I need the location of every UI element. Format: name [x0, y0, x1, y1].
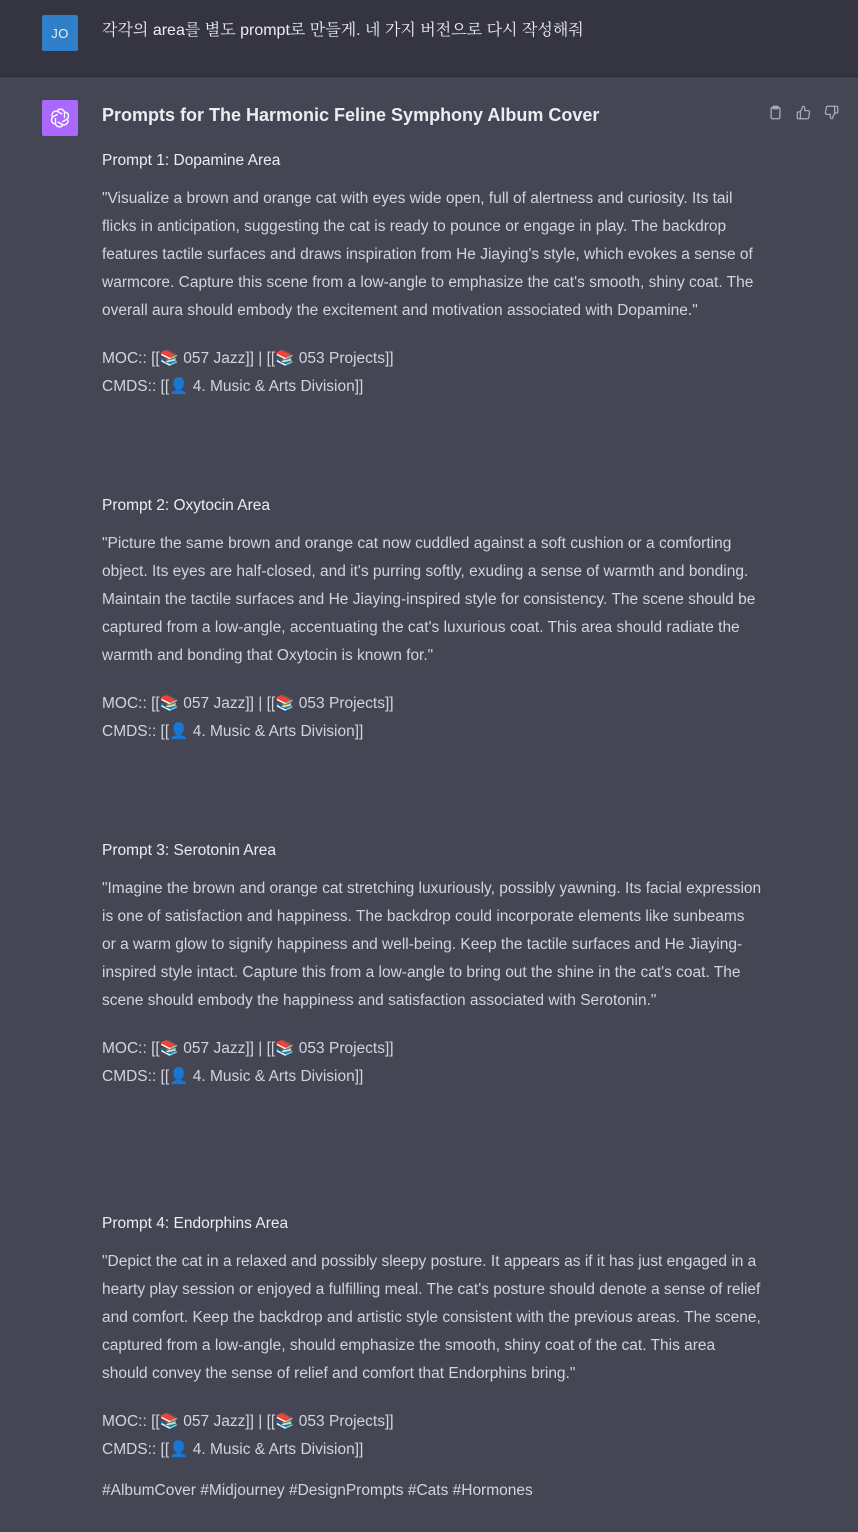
thumbs-down-icon[interactable]: [822, 103, 841, 122]
prompt-meta: [102, 1408, 762, 1464]
prompt-meta: [102, 1035, 762, 1091]
user-message-row: [0, 0, 858, 77]
moc-link: MOC:: [[📚 057 Jazz]] | [[📚 053 Projects]]: [102, 1040, 394, 1057]
cmds-link: CMDS:: [[👤 4. Music & Arts Division]]: [102, 378, 364, 395]
cmds-link: CMDS:: [[👤 4. Music & Arts Division]]: [102, 1441, 364, 1458]
prompt-body: "Picture the same brown and orange cat now cuddled against a soft cushion or a comforting object. Its eyes are half-closed, and it's purring softly, exuding a sense of warmth and bonding. Maintain the tactile surfaces and He Jiaying-inspired style for consistency. The scene should be captured from a low-angle, accentuating the cat's luxurious coat. This area should radiate the warmth and bonding that Oxytocin is known for.": [102, 535, 756, 664]
message-actions: [766, 103, 841, 122]
thumbs-up-icon[interactable]: [794, 103, 813, 122]
cmds-link: CMDS:: [[👤 4. Music & Arts Division]]: [102, 723, 364, 740]
copy-icon[interactable]: [766, 103, 785, 122]
prompt-heading: Prompt 4: Endorphins Area: [102, 1215, 289, 1232]
prompt-heading: Prompt 1: Dopamine Area: [102, 152, 281, 169]
response-title: Prompts for The Harmonic Feline Symphony Album Cover: [102, 105, 600, 125]
openai-logo-icon: [42, 100, 78, 136]
prompt-body: "Depict the cat in a relaxed and possibly sleepy posture. It appears as if it has just engaged in a hearty play session or enjoyed a fulfilling meal. The cat's posture should denote a sense of relief and comfort. Keep the backdrop and artistic style consistent with the previous areas. The scene, captured from a low-angle, should emphasize the smooth, shiny coat of the cat. This area should convey the sense of relief and comfort that Endorphins bring.": [102, 1253, 761, 1382]
moc-link: MOC:: [[📚 057 Jazz]] | [[📚 053 Projects]]: [102, 1413, 394, 1430]
user-message-text: 각각의 area를 별도 prompt로 만들게. 네 가지 버전으로 다시 작성해줘: [102, 22, 584, 39]
user-avatar: JO: [42, 15, 78, 51]
prompt-heading: Prompt 2: Oxytocin Area: [102, 497, 270, 514]
prompt-body: "Imagine the brown and orange cat stretching luxuriously, possibly yawning. Its facial expression is one of satisfaction and happiness. The backdrop could incorporate elements like sunbeams or a warm glow to signify happiness and well-being. Keep the tactile surfaces and He Jiaying-inspired style intact. Capture this from a low-angle to bring out the shine in the cat's coat. The scene should embody the happiness and satisfaction associated with Serotonin.": [102, 880, 762, 1009]
prompt-section: [102, 841, 762, 1091]
prompt-section: [102, 1214, 762, 1464]
prompt-section: [102, 496, 762, 746]
prompt-meta: [102, 690, 762, 746]
prompt-body: "Visualize a brown and orange cat with eyes wide open, full of alertness and curiosity. Its tail flicks in anticipation, suggesting the cat is ready to pounce or engage in play. The backdrop features tactile surfaces and draws inspiration from He Jiaying's style, which evokes a sense of warmcore. Capture this scene from a low-angle to emphasize the cat's smooth, shiny coat. The overall aura should embody the excitement and motivation associated with Dopamine.": [102, 190, 754, 319]
moc-link: MOC:: [[📚 057 Jazz]] | [[📚 053 Projects]]: [102, 350, 394, 367]
moc-link: MOC:: [[📚 057 Jazz]] | [[📚 053 Projects]]: [102, 695, 394, 712]
assistant-message-row: [0, 77, 858, 1532]
hashtags: #AlbumCover #Midjourney #DesignPrompts #Cats #Hormones: [102, 1482, 533, 1499]
prompt-heading: Prompt 3: Serotonin Area: [102, 842, 277, 859]
cmds-link: CMDS:: [[👤 4. Music & Arts Division]]: [102, 1068, 364, 1085]
prompt-section: [102, 151, 762, 401]
prompt-meta: [102, 345, 762, 401]
